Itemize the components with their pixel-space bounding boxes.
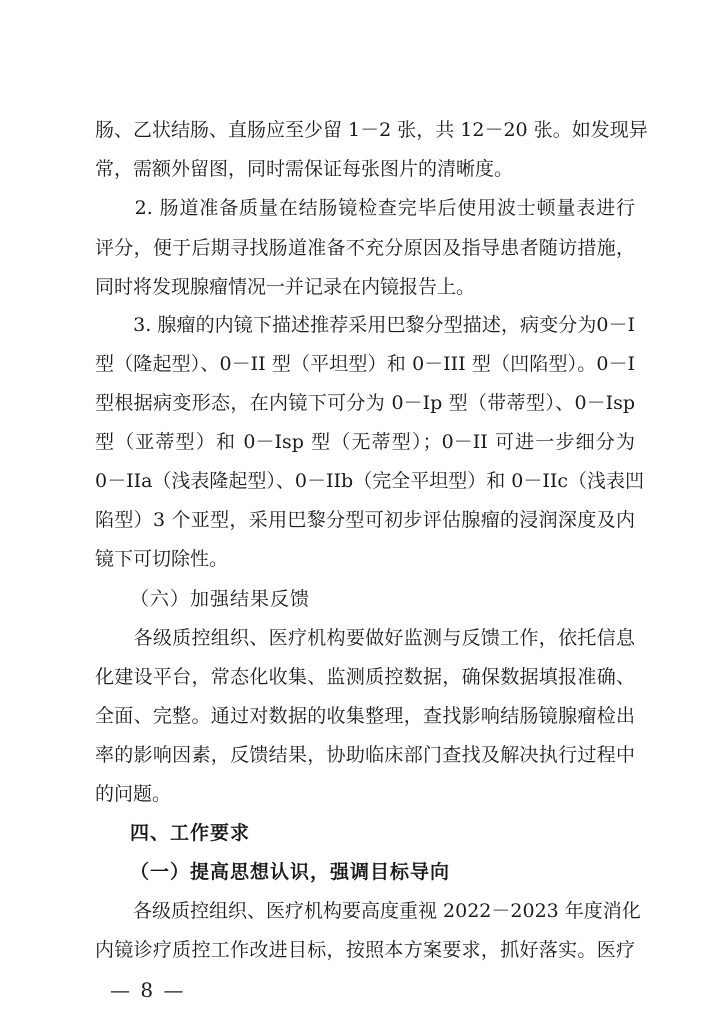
body-line: 内镜诊疗质控工作改进目标，按照本方案要求，抓好落实。医疗 (95, 939, 635, 961)
body-line: 常，需额外留图，同时需保证每张图片的清晰度。 (95, 158, 514, 180)
page-number: — 8 — (110, 978, 186, 1002)
body-line: 同时将发现腺瘤情况一并记录在内镜报告上。 (95, 276, 476, 298)
body-line: 2. 肠道准备质量在结肠镜检查完毕后使用波士顿量表进行 (95, 197, 635, 219)
body-line: 肠、乙状结肠、直肠应至少留 1－2 张，共 12－20 张。如发现异 (95, 119, 648, 141)
body-line: 各级质控组织、医疗机构要做好监测与反馈工作，依托信息 (95, 627, 635, 649)
body-line: 镜下可切除性。 (95, 548, 229, 570)
body-line: 全面、完整。通过对数据的收集整理，查找影响结肠镜腺瘤检出 (95, 705, 635, 727)
section-four-heading: 四、工作要求 (130, 822, 251, 844)
body-line: 评分，便于后期寻找肠道准备不充分原因及指导患者随访措施， (95, 237, 635, 259)
body-line: 型（隆起型）、0－II 型（平坦型）和 0－III 型（凹陷型）。0－I (95, 353, 635, 375)
body-line: 3. 腺瘤的内镜下描述推荐采用巴黎分型描述，病变分为0－I (95, 314, 635, 336)
body-line: 率的影响因素，反馈结果，协助临床部门查找及解决执行过程中 (95, 744, 635, 766)
body-line: 化建设平台，常态化收集、监测质控数据，确保数据填报准确、 (95, 666, 635, 688)
body-line: 型（亚蒂型）和 0－Isp 型（无蒂型）；0－II 可进一步细分为 (95, 431, 635, 453)
body-line: 的问题。 (95, 783, 172, 805)
body-line: 各级质控组织、医疗机构要高度重视 2022－2023 年度消化 (95, 900, 641, 922)
body-line: 型根据病变形态，在内镜下可分为 0－Ip 型（带蒂型）、0－Isp (95, 392, 635, 414)
subsection-one-heading: （一）提高思想认识，强调目标导向 (130, 861, 451, 883)
body-line: 陷型）3 个亚型，采用巴黎分型可初步评估腺瘤的浸润深度及内 (95, 509, 635, 531)
body-line: 0－IIa（浅表隆起型）、0－IIb（完全平坦型）和 0－IIc（浅表凹 (95, 470, 644, 492)
section-six-heading: （六）加强结果反馈 (130, 588, 311, 610)
